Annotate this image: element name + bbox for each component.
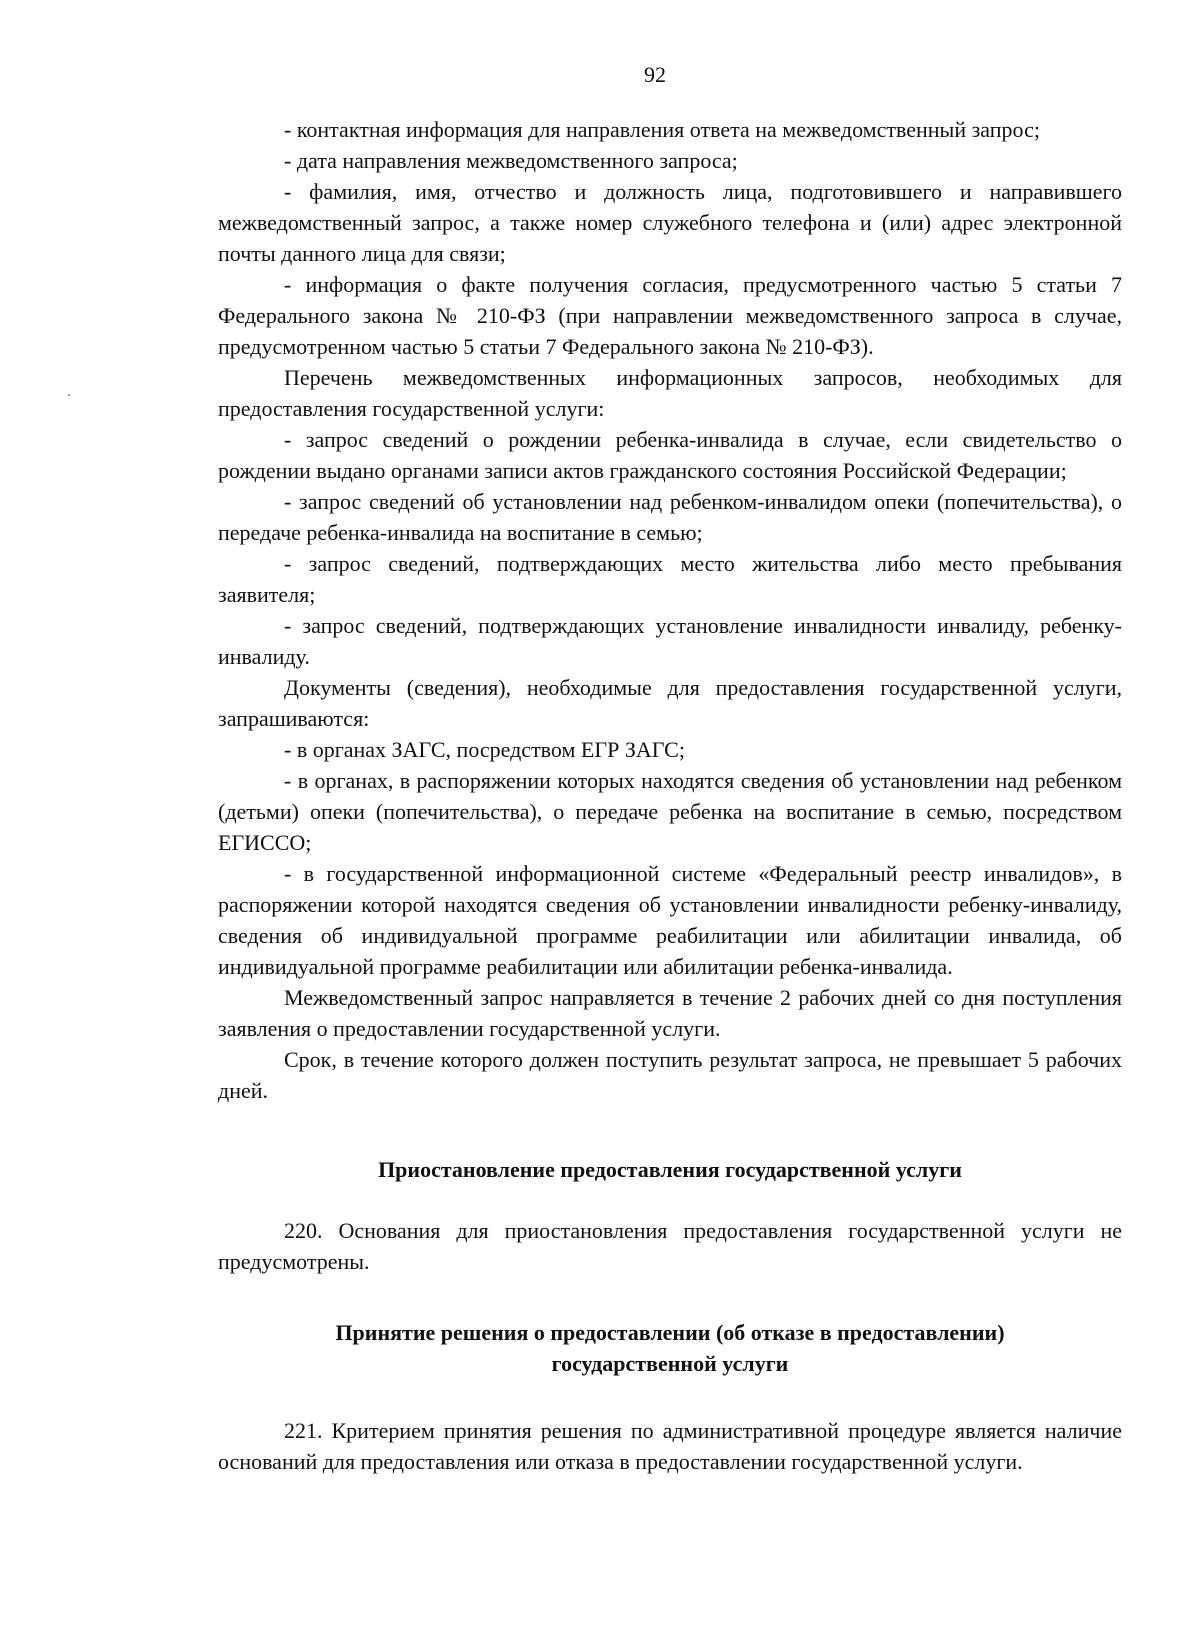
paragraph: - запрос сведений, подтверждающих место жительства либо место пребывания заявителя; bbox=[218, 551, 1122, 607]
paragraph: - в органах ЗАГС, посредством ЕГР ЗАГС; bbox=[284, 737, 685, 762]
paragraph: - дата направления межведомственного запроса; bbox=[284, 148, 738, 173]
paragraph: - фамилия, имя, отчество и должность лица, подготовившего и направившего межведомственный запрос, а также номер служебного телефона и (или) адрес электронной почты данного лица для связи; bbox=[218, 179, 1122, 266]
paragraph: - запрос сведений, подтверждающих установление инвалидности инвалиду, ребенку-инвалиду. bbox=[218, 613, 1122, 669]
page-number: 92 bbox=[644, 62, 666, 87]
paragraph: - информация о факте получения согласия, предусмотренного частью 5 статьи 7 Федерального закона № 210-ФЗ (при направлении межведомственного запроса в случае, предусмотренном частью 5 статьи 7 Федерального закона № 210-ФЗ). bbox=[218, 272, 1122, 359]
section-heading-decision bbox=[218, 1317, 1122, 1379]
section-heading-decision-line2: государственной услуги bbox=[551, 1351, 789, 1376]
paragraph: - контактная информация для направления ответа на межведомственный запрос; bbox=[284, 117, 1040, 142]
paragraph-221: 221. Критерием принятия решения по административной процедуре является наличие оснований для предоставления или отказа в предоставлении государственной услуги. bbox=[218, 1418, 1122, 1474]
paragraph-220: 220. Основания для приостановления предоставления государственной услуги не предусмотрены. bbox=[218, 1218, 1122, 1274]
paragraph: Документы (сведения), необходимые для предоставления государственной услуги, запрашиваются: bbox=[218, 675, 1122, 731]
paragraph: Срок, в течение которого должен поступить результат запроса, не превышает 5 рабочих дней. bbox=[218, 1047, 1122, 1103]
paragraph: - в государственной информационной системе «Федеральный реестр инвалидов», в распоряжении которой находятся сведения об установлении инвалидности ребенку-инвалиду, сведения об индивидуальной программе реабилитации или абилитации инвалида, об индивидуальной программе реабилитации или абилитации ребенка-инвалида. bbox=[218, 861, 1122, 979]
section-heading-suspension: Приостановление предоставления государственной услуги bbox=[378, 1157, 962, 1182]
paragraph: - в органах, в распоряжении которых находятся сведения об установлении над ребенком (детьми) опеки (попечительства), о передаче ребенка на воспитание в семью, посредством ЕГИССО; bbox=[218, 768, 1122, 855]
paragraph: - запрос сведений об установлении над ребенком-инвалидом опеки (попечительства), о передаче ребенка-инвалида на воспитание в семью; bbox=[218, 489, 1122, 545]
paragraph: - запрос сведений о рождении ребенка-инвалида в случае, если свидетельство о рождении выдано органами записи актов гражданского состояния Российской Федерации; bbox=[218, 427, 1122, 483]
paragraph: Перечень межведомственных информационных запросов, необходимых для предоставления государственной услуги: bbox=[218, 365, 1122, 421]
paragraph: Межведомственный запрос направляется в течение 2 рабочих дней со дня поступления заявления о предоставлении государственной услуги. bbox=[218, 985, 1122, 1041]
section-heading-decision-line1: Принятие решения о предоставлении (об отказе в предоставлении) bbox=[335, 1320, 1005, 1345]
document-body bbox=[218, 114, 1122, 1477]
scan-speck bbox=[68, 394, 70, 396]
